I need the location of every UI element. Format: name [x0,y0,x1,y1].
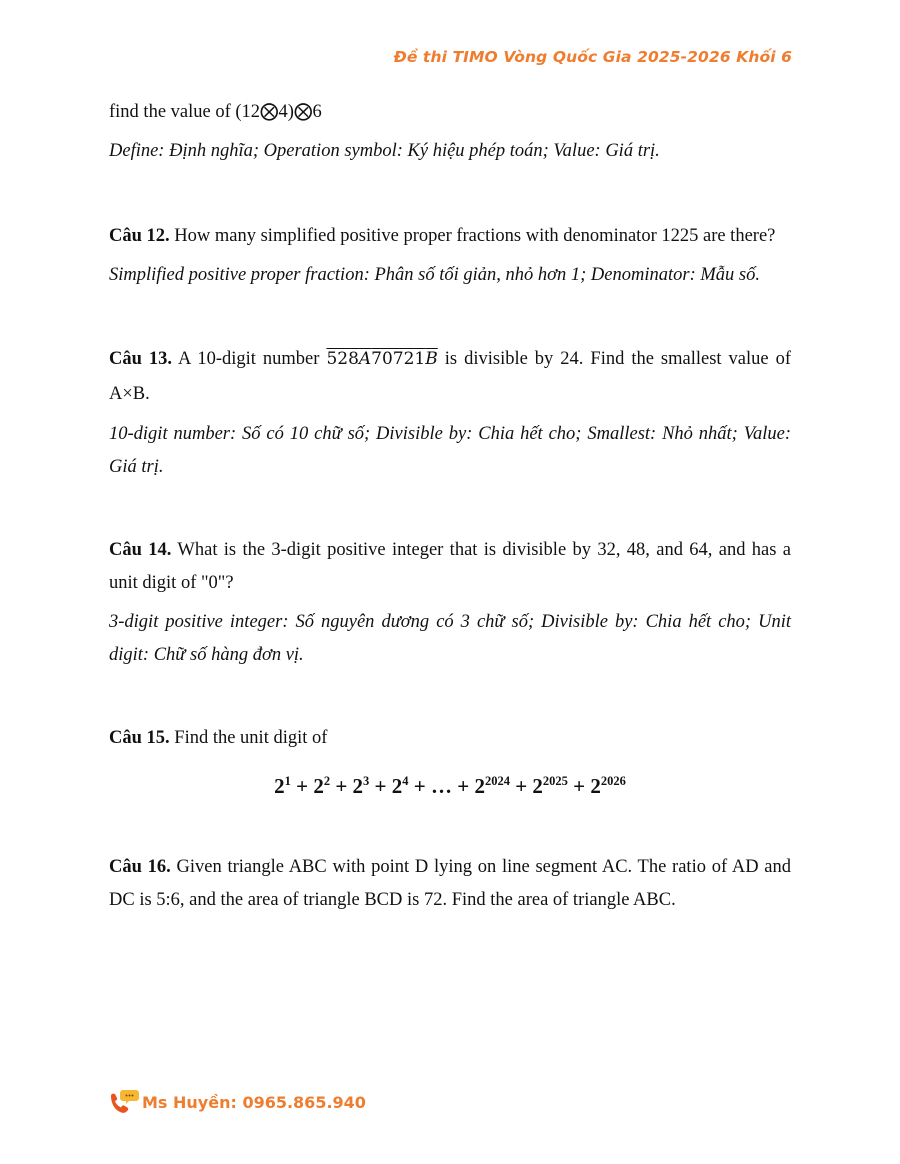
term: $2^1$ [274,774,291,798]
footer-contact [108,1088,366,1116]
intro-glossary: Define: Định nghĩa; Operation symbol: Ký hiệu phép toán; Value: Giá trị. [109,141,660,161]
power-sum-formula [109,765,791,803]
term: $2^4$ [391,774,409,798]
plus-sign: + [335,774,348,798]
question-label: Câu 16. [109,857,171,877]
question-label: Câu 14. [109,540,172,560]
term: $2^2$ [313,774,331,798]
question-glossary: Simplified positive proper fraction: Phân số tối giản, nhỏ hơn 1; Denominator: Mẫu số. [109,265,760,285]
question-16 [109,851,791,917]
overlined-number: 528A70721B [326,349,438,369]
contact-text: Ms Huyền: 0965.865.940 [142,1092,366,1112]
question-13 [109,342,791,484]
term: $2^{2026}$ [590,774,626,798]
plus-sign: + [457,774,470,798]
question-glossary: 3-digit positive integer: Số nguyên dương có 3 chữ số; Divisible by: Chia hết cho; Unit digit: Chữ số hàng đơn vị. [109,612,791,665]
plus-sign: + [374,774,387,798]
intro-text: find the value of (12⨂4)⨂6 [109,102,322,122]
document-body [109,96,791,917]
question-label: Câu 12. [109,226,170,246]
plus-sign: + [573,774,586,798]
term: $2^{2024}$ [474,774,510,798]
question-glossary: 10-digit number: Số có 10 chữ số; Divisible by: Chia hết cho; Smallest: Nhỏ nhất; Value: Giá trị. [109,424,791,477]
plus-sign: + [413,774,426,798]
page-header-title: Đề thi TIMO Vòng Quốc Gia 2025-2026 Khối 6 [393,48,792,66]
question-12 [109,220,791,292]
question-14 [109,534,791,672]
phone-chat-icon [108,1088,140,1116]
term: $2^3$ [352,774,370,798]
question-text: Given triangle ABC with point D lying on line segment AC. The ratio of AD and DC is 5:6, and the area of triangle BCD is 72. Find the area of triangle ABC. [109,857,792,910]
plus-sign: + [515,774,528,798]
question-text-before: A 10-digit number [178,349,320,369]
question-label: Câu 13. [109,349,173,369]
question-15 [109,722,791,803]
plus-sign: + [296,774,309,798]
term: $2^{2025}$ [532,774,568,798]
ellipsis: … [430,774,452,798]
question-text-after: is divisible by 24. Find the smallest value of A×B. [109,349,792,404]
question-text: Find the unit digit of [174,728,328,748]
question-text: What is the 3-digit positive integer that is divisible by 32, 48, and 64, and has a unit digit of "0"? [109,540,792,593]
question-text: How many simplified positive proper fractions with denominator 1225 are there? [174,226,776,246]
question-label: Câu 15. [109,728,170,748]
